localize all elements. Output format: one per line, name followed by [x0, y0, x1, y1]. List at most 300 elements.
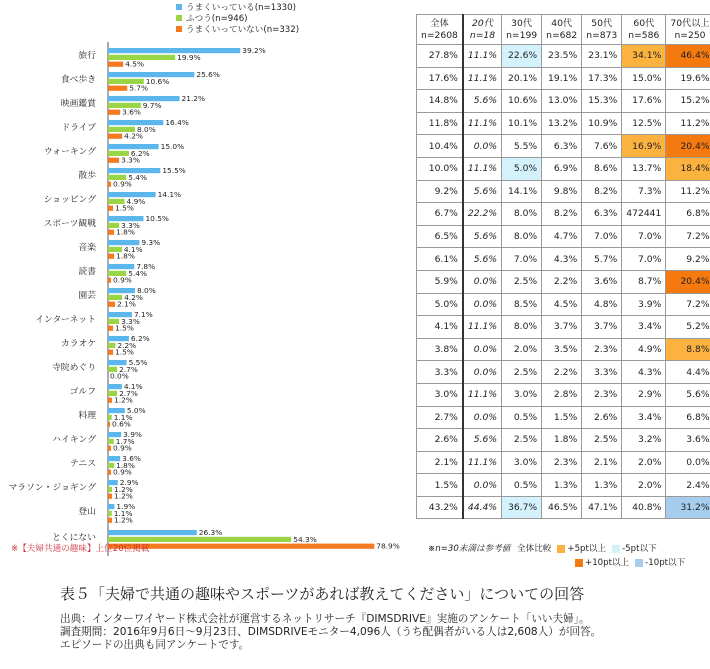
table-cell: 10.0% — [417, 157, 463, 180]
bar-value-label: 0.9% — [113, 443, 132, 453]
bar-value-label: 2.7% — [119, 364, 138, 374]
bar-value-label: 2.1% — [117, 299, 136, 309]
table-cell: 4.4% — [666, 361, 710, 384]
table-row — [417, 361, 710, 384]
bar-3 — [108, 62, 123, 67]
source-line-2: 調査期間：2016年9月6日～9月23日、DIMSDRIVEモニター4,096人（うち配偶者がいる人は2,608人）が回答。 — [60, 626, 602, 638]
table-cell: 13.0% — [542, 90, 582, 113]
table-cell: 5.9% — [417, 270, 463, 293]
category-label: 読書 — [78, 267, 96, 277]
table-cell: 40.8% — [622, 496, 666, 519]
table-cell: 3.3% — [417, 361, 463, 384]
table-cell: 13.2% — [542, 112, 582, 135]
table-cell: 3.3% — [582, 361, 622, 384]
table-cell: 6.1% — [417, 248, 463, 271]
table-cell: 15.3% — [582, 90, 622, 113]
table-cell: 12.5% — [622, 112, 666, 135]
table-cell: 2.7% — [417, 406, 463, 429]
table-cell: 8.0% — [502, 225, 542, 248]
table-cell: 11.1% — [463, 67, 502, 90]
table-cell: 0.0% — [463, 135, 502, 158]
bar-3 — [108, 86, 127, 91]
category-label: 園芸 — [78, 291, 96, 301]
table-cell: 4.1% — [417, 316, 463, 339]
legend-label-3: うまくいっていない(n=332) — [186, 25, 300, 35]
table-cell: 20.4% — [666, 135, 710, 158]
table-cell: 0.0% — [463, 293, 502, 316]
table-cell: 472441 — [622, 203, 666, 226]
table-cell: 8.7% — [622, 270, 666, 293]
legend-item-minus5: -5pt以下 — [612, 542, 657, 556]
figure-caption: 表５「夫婦で共通の趣味やスポーツがあれば教えてください」についての回答 — [60, 585, 585, 603]
table-cell: 20.1% — [502, 67, 542, 90]
table-cell: 11.2% — [666, 112, 710, 135]
bar-3 — [108, 110, 120, 115]
table-cell: 5.6% — [666, 383, 710, 406]
table-cell: 5.7% — [582, 248, 622, 271]
table-row — [417, 338, 710, 361]
bar-value-label: 8.0% — [137, 286, 156, 295]
bar-1 — [108, 530, 197, 535]
column-header: 20代 n=18 — [463, 15, 502, 45]
legend-item-plus5: +5pt以上 — [557, 542, 606, 556]
table-cell: 19.1% — [542, 67, 582, 90]
table-row — [417, 496, 710, 519]
table-cell: 11.1% — [463, 451, 502, 474]
bar-value-label: 4.9% — [126, 196, 146, 206]
table-row — [417, 451, 710, 474]
legend-swatch-2 — [176, 15, 182, 21]
category-label: ドライブ — [61, 123, 96, 133]
table-row — [417, 316, 710, 339]
table-cell: 46.5% — [542, 496, 582, 519]
table-cell: 17.3% — [582, 67, 622, 90]
table-cell: 18.4% — [666, 157, 710, 180]
category-label: スポーツ観戦 — [43, 219, 96, 229]
bar-value-label: 26.3% — [198, 528, 223, 537]
bar-value-label: 1.5% — [115, 323, 134, 333]
bar-value-label: 3.6% — [122, 454, 141, 463]
bar-3 — [108, 470, 111, 475]
table-cell: 5.0% — [417, 293, 463, 316]
legend-label-1: うまくいっている(n=1330) — [186, 3, 296, 13]
bar-value-label: 2.7% — [119, 388, 138, 398]
category-label: ショッピング — [43, 195, 96, 205]
table-cell: 10.6% — [502, 90, 542, 113]
column-header: 60代 n=586 — [622, 15, 666, 45]
bar-3 — [108, 446, 111, 451]
table-cell: 44.4% — [463, 496, 502, 519]
table-cell: 7.3% — [622, 180, 666, 203]
bar-value-label: 15.5% — [162, 166, 186, 175]
bar-value-label: 10.6% — [145, 76, 170, 86]
bar-value-label: 1.9% — [116, 502, 136, 511]
table-cell: 17.6% — [417, 67, 463, 90]
bar-value-label: 3.9% — [123, 430, 142, 439]
table-cell: 11.1% — [463, 157, 502, 180]
category-label: カラオケ — [60, 339, 96, 349]
category-label: テニス — [69, 459, 96, 469]
bar-value-label: 1.2% — [114, 491, 133, 501]
bar-3 — [108, 350, 113, 355]
table-cell: 6.5% — [417, 225, 463, 248]
highlight-legend — [517, 542, 685, 570]
table-row — [417, 135, 710, 158]
bar-value-label: 5.0% — [126, 406, 146, 415]
table-cell: 0.0% — [666, 451, 710, 474]
bar-value-label: 4.1% — [123, 244, 143, 254]
table-row — [417, 293, 710, 316]
category-label: 食べ歩き — [60, 75, 96, 85]
bar-3 — [108, 182, 111, 187]
bar-3 — [108, 326, 113, 331]
table-cell: 6.3% — [542, 135, 582, 158]
crosstab-table — [416, 14, 710, 519]
bar-value-label: 1.2% — [114, 484, 133, 494]
table-cell: 20.4% — [666, 270, 710, 293]
table-cell: 2.1% — [417, 451, 463, 474]
column-header: 40代 n=682 — [542, 15, 582, 45]
table-cell: 2.5% — [502, 429, 542, 452]
table-row — [417, 45, 710, 68]
table-cell: 1.5% — [542, 406, 582, 429]
table-row — [417, 383, 710, 406]
table-cell: 1.3% — [542, 474, 582, 497]
table-cell: 2.0% — [622, 474, 666, 497]
table-cell: 5.0% — [502, 157, 542, 180]
table-cell: 2.4% — [666, 474, 710, 497]
table-cell: 47.1% — [582, 496, 622, 519]
bar-value-label: 1.8% — [116, 460, 135, 470]
bar-value-label: 6.2% — [130, 334, 150, 343]
category-label: とくにない — [52, 533, 96, 543]
table-row — [417, 406, 710, 429]
bar-3 — [108, 398, 112, 403]
table-cell: 14.1% — [502, 180, 542, 203]
table-row — [417, 270, 710, 293]
table-cell: 31.2% — [666, 496, 710, 519]
table-cell: 9.8% — [542, 180, 582, 203]
bar-3 — [108, 158, 119, 163]
bar-value-label: 7.8% — [136, 262, 156, 271]
table-cell: 2.2% — [542, 361, 582, 384]
table-cell: 10.9% — [582, 112, 622, 135]
table-cell: 22.2% — [463, 203, 502, 226]
table-cell: 7.0% — [502, 248, 542, 271]
category-label: 映画鑑賞 — [60, 99, 96, 109]
table-cell: 0.0% — [463, 406, 502, 429]
table-cell: 23.1% — [582, 45, 622, 68]
table-row — [417, 90, 710, 113]
table-cell: 3.7% — [542, 316, 582, 339]
bar-3 — [108, 278, 111, 283]
table-cell: 3.0% — [417, 383, 463, 406]
bar-value-label: 10.5% — [145, 214, 169, 223]
table-cell: 6.9% — [542, 157, 582, 180]
bar-value-label: 39.2% — [242, 46, 266, 55]
table-cell: 2.3% — [582, 338, 622, 361]
table-row — [417, 67, 710, 90]
table-cell: 11.8% — [417, 112, 463, 135]
bar-3 — [108, 230, 114, 235]
category-label: マラソン・ジョギング — [8, 483, 96, 493]
table-cell: 0.5% — [502, 474, 542, 497]
bar-value-label: 4.2% — [124, 292, 143, 302]
table-cell: 5.5% — [502, 135, 542, 158]
bar-value-label: 54.3% — [293, 534, 317, 544]
bar-value-label: 78.9% — [376, 541, 400, 551]
table-cell: 3.7% — [582, 316, 622, 339]
table-body — [417, 45, 710, 519]
category-label: 料理 — [78, 411, 96, 421]
bar-value-label: 1.5% — [115, 203, 134, 213]
table-row — [417, 429, 710, 452]
table-cell: 8.5% — [502, 293, 542, 316]
table-cell: 3.8% — [417, 338, 463, 361]
table-cell: 11.2% — [666, 180, 710, 203]
table-cell: 7.0% — [582, 225, 622, 248]
bar-value-label: 2.9% — [119, 478, 139, 487]
source-line-1: 出典：インターワイヤード株式会社が運営するネットリサーチ『DIMSDRIVE』実施のアンケート「いい夫婦」。 — [60, 613, 590, 625]
table-cell: 2.9% — [622, 383, 666, 406]
table-cell: 6.7% — [417, 203, 463, 226]
bar-value-label: 9.7% — [142, 100, 162, 110]
table-cell: 15.2% — [666, 90, 710, 113]
table-cell: 5.6% — [463, 90, 502, 113]
table-cell: 4.9% — [622, 338, 666, 361]
table-cell: 22.6% — [502, 45, 542, 68]
bar-3 — [108, 518, 112, 523]
bar-value-label: 19.9% — [177, 52, 201, 62]
category-label: インターネット — [35, 315, 96, 325]
table-cell: 27.8% — [417, 45, 463, 68]
table-cell: 2.2% — [542, 270, 582, 293]
table-cell: 2.5% — [502, 270, 542, 293]
bar-value-label: 2.2% — [117, 340, 137, 350]
bar-value-label: 5.4% — [128, 268, 148, 278]
column-header: 70代以上 n=250 — [666, 15, 710, 45]
bar-value-label: 7.1% — [133, 310, 153, 319]
bar-value-label: 21.2% — [181, 94, 206, 103]
table-row — [417, 474, 710, 497]
table-cell: 7.2% — [666, 293, 710, 316]
table-cell: 2.6% — [417, 429, 463, 452]
table-cell: 1.8% — [542, 429, 582, 452]
table-cell: 2.1% — [582, 451, 622, 474]
table-cell: 5.6% — [463, 180, 502, 203]
table-cell: 0.5% — [502, 406, 542, 429]
table-cell: 34.1% — [622, 45, 666, 68]
table-cell: 3.6% — [582, 270, 622, 293]
legend-base-label: 全体比較 — [517, 544, 552, 554]
table-row — [417, 203, 710, 226]
table-cell: 3.9% — [622, 293, 666, 316]
table-cell: 4.3% — [622, 361, 666, 384]
bar-3 — [108, 134, 122, 139]
category-label: 寺院めぐり — [52, 363, 96, 373]
table-cell: 8.0% — [502, 203, 542, 226]
bar-value-label: 5.5% — [128, 358, 148, 367]
table-row — [417, 157, 710, 180]
bar-value-label: 4.2% — [124, 131, 143, 141]
table-cell: 7.0% — [622, 248, 666, 271]
table-cell: 0.0% — [463, 361, 502, 384]
table-cell: 8.6% — [582, 157, 622, 180]
table-cell: 8.2% — [542, 203, 582, 226]
bar-value-label: 0.6% — [112, 419, 131, 429]
bar-3 — [108, 422, 110, 427]
table-cell: 4.7% — [542, 225, 582, 248]
table-cell: 0.0% — [463, 270, 502, 293]
bar-value-label: 1.5% — [115, 347, 134, 357]
table-cell: 11.1% — [463, 45, 502, 68]
table-cell: 23.5% — [542, 45, 582, 68]
table-cell: 3.4% — [622, 406, 666, 429]
table-cell: 5.6% — [463, 225, 502, 248]
table-cell: 16.9% — [622, 135, 666, 158]
bar-value-label: 3.3% — [121, 220, 140, 230]
bar-1 — [108, 48, 240, 53]
bar-value-label: 3.3% — [121, 155, 140, 165]
category-label: ウォーキング — [43, 147, 96, 157]
bar-value-label: 5.7% — [129, 83, 149, 93]
category-label: 音楽 — [78, 243, 96, 253]
table-cell: 15.0% — [622, 67, 666, 90]
table-cell: 2.0% — [622, 451, 666, 474]
bar-value-label: 16.4% — [165, 118, 189, 127]
table-cell: 5.6% — [463, 429, 502, 452]
table-cell: 4.3% — [542, 248, 582, 271]
table-cell: 5.2% — [666, 316, 710, 339]
bar-value-label: 15.0% — [160, 142, 185, 151]
legend-label-2: ふつう(n=946) — [186, 14, 248, 24]
table-cell: 3.0% — [502, 451, 542, 474]
bar-3 — [108, 494, 112, 499]
sample-size-note: ※n=30未満は参考値 — [428, 544, 511, 554]
table-cell: 2.8% — [542, 383, 582, 406]
table-cell: 3.4% — [622, 316, 666, 339]
table-cell: 2.0% — [502, 338, 542, 361]
table-cell: 10.4% — [417, 135, 463, 158]
table-cell: 8.8% — [666, 338, 710, 361]
bar-value-label: 14.1% — [157, 190, 182, 199]
bar-3 — [108, 302, 115, 307]
source-line-3: エピソードの出典も同アンケートです。 — [60, 639, 250, 651]
table-cell: 6.8% — [666, 406, 710, 429]
table-cell: 14.8% — [417, 90, 463, 113]
legend-swatch-3 — [176, 26, 182, 32]
column-header: 全体 n=2608 — [417, 15, 463, 45]
top20-note: ※【夫婦共通の趣味】上位20位掲載 — [11, 544, 150, 554]
table-cell: 0.0% — [463, 474, 502, 497]
bar-value-label: 0.9% — [113, 179, 132, 189]
category-label: ハイキング — [52, 435, 96, 445]
bar-value-label: 0.9% — [113, 275, 132, 285]
legend-swatch-1 — [176, 4, 182, 10]
table-cell: 7.0% — [622, 225, 666, 248]
bar-value-label: 1.8% — [116, 227, 135, 237]
bar-value-label: 25.6% — [196, 70, 220, 79]
table-cell: 1.3% — [582, 474, 622, 497]
legend-item-plus10: +10pt以上 — [575, 556, 629, 570]
bar-3 — [108, 206, 113, 211]
table-cell: 6.8% — [666, 203, 710, 226]
category-label: 散歩 — [78, 171, 96, 181]
table-row — [417, 248, 710, 271]
table-row — [417, 180, 710, 203]
bar-value-label: 0.9% — [113, 467, 132, 477]
table-cell: 3.2% — [622, 429, 666, 452]
table-cell: 5.6% — [463, 248, 502, 271]
column-header: 50代 n=873 — [582, 15, 622, 45]
table-header-row — [417, 15, 710, 45]
table-cell: 11.1% — [463, 316, 502, 339]
table-cell: 2.3% — [542, 451, 582, 474]
table-row — [417, 112, 710, 135]
table-cell: 2.5% — [502, 361, 542, 384]
bar-2 — [108, 487, 112, 492]
bar-value-label: 1.2% — [114, 515, 133, 525]
bar-value-label: 3.6% — [122, 107, 141, 117]
table-cell: 8.2% — [582, 180, 622, 203]
table-row — [417, 225, 710, 248]
table-cell: 4.8% — [582, 293, 622, 316]
table-cell: 3.0% — [502, 383, 542, 406]
table-cell: 1.5% — [417, 474, 463, 497]
category-label: 旅行 — [78, 51, 96, 61]
table-cell: 2.5% — [582, 429, 622, 452]
bar-3 — [108, 254, 114, 259]
table-cell: 7.2% — [666, 225, 710, 248]
table-cell: 11.1% — [463, 112, 502, 135]
category-label: ゴルフ — [69, 387, 96, 397]
bar-value-label: 4.5% — [125, 59, 144, 69]
table-cell: 6.3% — [582, 203, 622, 226]
table-cell: 2.3% — [582, 383, 622, 406]
table-cell: 9.2% — [417, 180, 463, 203]
table-cell: 19.6% — [666, 67, 710, 90]
table-cell: 7.6% — [582, 135, 622, 158]
legend-item-minus10: -10pt以下 — [635, 556, 685, 570]
bar-value-label: 1.7% — [115, 436, 135, 446]
bar-value-label: 5.4% — [128, 172, 148, 182]
table-cell: 8.0% — [502, 316, 542, 339]
bar-value-label: 3.3% — [121, 316, 140, 326]
column-header: 30代 n=199 — [502, 15, 542, 45]
bar-value-label: 6.2% — [130, 148, 150, 158]
table-cell: 46.4% — [666, 45, 710, 68]
table-cell: 0.0% — [463, 338, 502, 361]
table-cell: 4.5% — [542, 293, 582, 316]
bar-value-label: 9.3% — [141, 238, 161, 247]
table-cell: 43.2% — [417, 496, 463, 519]
table-cell: 11.1% — [463, 383, 502, 406]
table-cell: 2.6% — [582, 406, 622, 429]
table-cell: 17.6% — [622, 90, 666, 113]
table-cell: 13.7% — [622, 157, 666, 180]
bar-value-label: 4.1% — [123, 382, 143, 391]
table-cell: 10.1% — [502, 112, 542, 135]
source-note — [60, 613, 601, 652]
bar-2 — [108, 511, 112, 516]
bar-value-label: 1.8% — [116, 251, 135, 261]
table-cell: 3.6% — [666, 429, 710, 452]
bar-value-label: 0.0% — [110, 371, 129, 381]
table-cell: 9.2% — [666, 248, 710, 271]
bar-value-label: 1.1% — [113, 412, 133, 422]
category-label: 登山 — [78, 507, 96, 517]
bar-value-label: 1.1% — [113, 508, 133, 518]
